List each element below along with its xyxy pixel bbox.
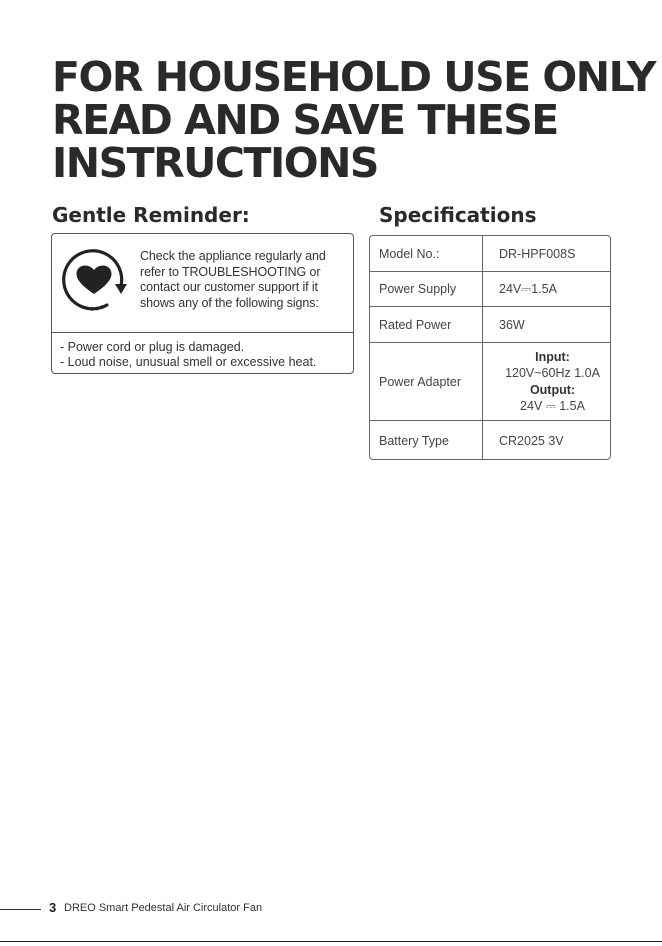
heading-line-3: INSTRUCTIONS (52, 139, 378, 187)
footer-rule (0, 909, 41, 910)
spec-label: Power Adapter (379, 374, 461, 389)
spec-row-power-supply (370, 272, 610, 307)
spec-label: Rated Power (379, 317, 452, 332)
heading-line-2: READ AND SAVE THESE (52, 96, 558, 144)
spec-value (499, 343, 606, 420)
spec-value: DR-HPF008S (499, 246, 576, 261)
spec-label: Power Supply (379, 282, 457, 296)
heart-refresh-icon (61, 248, 127, 316)
spec-row-model (370, 236, 610, 272)
reminder-divider (52, 332, 353, 333)
page-number: 3 (49, 900, 57, 915)
spec-row-rated-power (370, 307, 610, 343)
gentle-reminder-box (51, 233, 354, 374)
spec-label: Model No.: (379, 246, 440, 261)
adapter-output-value: 24V ⎓ 1.5A (520, 399, 585, 413)
adapter-input-label: Input: (535, 349, 570, 364)
spec-value: 36W (499, 317, 525, 332)
spec-value: CR2025 3V (499, 433, 564, 448)
spec-row-battery (370, 421, 610, 460)
page-heading (52, 53, 656, 187)
spec-value: 24V⎓1.5A (499, 281, 557, 296)
adapter-output-label: Output: (529, 382, 576, 397)
gentle-reminder-title: Gentle Reminder: (52, 203, 250, 227)
heading-line-1: FOR HOUSEHOLD USE ONLY (52, 53, 656, 101)
warning-sign-item: - Power cord or plug is damaged. (60, 340, 245, 354)
warning-signs-list (60, 340, 316, 369)
spec-row-power-adapter (370, 343, 610, 421)
reminder-description: Check the appliance regularly and refer to TROUBLESHOOTING or contact our customer support if it shows any of the following signs: (140, 249, 326, 310)
specifications-title: Specifications (379, 203, 537, 227)
spec-label: Battery Type (379, 433, 449, 448)
footer-product-name: DREO Smart Pedestal Air Circulator Fan (64, 902, 263, 914)
warning-sign-item: - Loud noise, unusual smell or excessive heat. (60, 354, 317, 369)
bottom-rule (0, 941, 662, 942)
specifications-table (369, 235, 611, 460)
adapter-input-value: 120V~60Hz 1.0A (505, 366, 600, 380)
